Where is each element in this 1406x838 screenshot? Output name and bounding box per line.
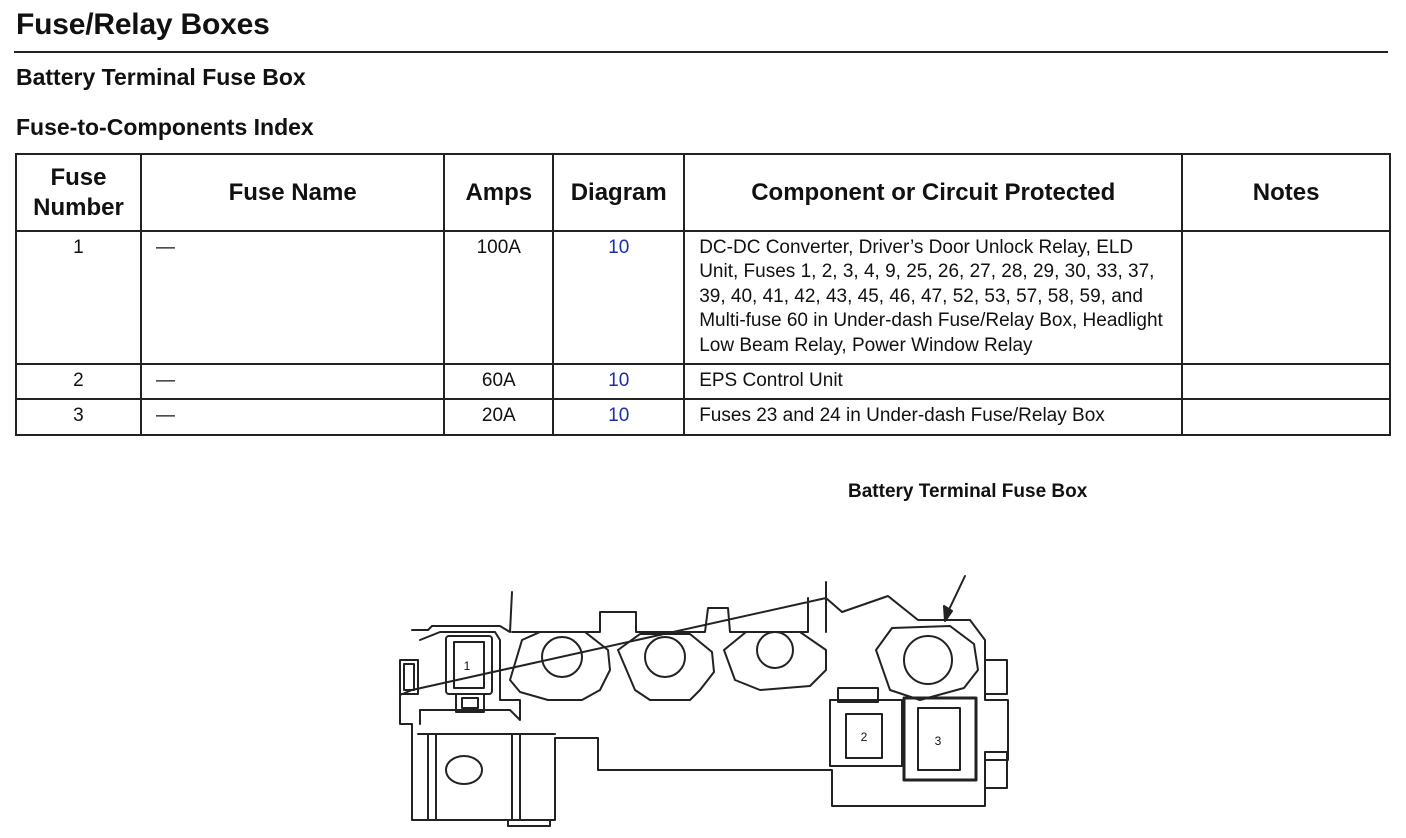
amps-cell: 20A (444, 399, 553, 434)
notes-cell (1182, 231, 1390, 364)
table-header-row (16, 154, 1390, 231)
terminal-posts (510, 626, 978, 700)
pointer-arrow (944, 576, 965, 621)
col-header-component: Component or Circuit Protected (684, 154, 1182, 231)
table-row (16, 399, 1390, 434)
fuse-index-table (15, 153, 1391, 436)
fuse-1-label: 1 (463, 659, 471, 673)
fuse-number-cell: 3 (16, 399, 141, 434)
right-tab-lower (985, 752, 1007, 788)
fuse-number-cell: 1 (16, 231, 141, 364)
col-header-amps: Amps (444, 154, 553, 231)
amps-cell: 100A (444, 231, 553, 364)
fuse-name-cell: — (141, 231, 444, 364)
index-title: Fuse-to-Components Index (16, 114, 314, 140)
section-subtitle: Battery Terminal Fuse Box (16, 64, 306, 90)
diagram-link[interactable]: 10 (553, 399, 684, 434)
diagram-link[interactable]: 10 (553, 231, 684, 364)
left-tab-inner (404, 664, 414, 690)
component-cell: EPS Control Unit (684, 364, 1182, 399)
fuse-3-label: 3 (934, 734, 942, 748)
right-tab (985, 660, 1007, 694)
fuse-2-label: 2 (860, 730, 868, 744)
fuse-2 (830, 688, 902, 766)
housing-outline (400, 582, 1008, 820)
fuse-name-cell: — (141, 364, 444, 399)
table-row (16, 231, 1390, 364)
fuse-number-cell: 2 (16, 364, 141, 399)
title-divider (14, 51, 1388, 53)
component-cell: DC-DC Converter, Driver’s Door Unlock Relay, ELD Unit, Fuses 1, 2, 3, 4, 9, 25, 26, 27, 28, 29, 30, 33, 37, 39, 40, 41, 42, 43, 45, 46, 47, 52, 53, 57, 58, 59, and Multi-fuse 60 in Under-dash Fuse/Relay Box, Headlight Low Beam Relay, Power Window Relay (684, 231, 1182, 364)
component-cell: Fuses 23 and 24 in Under-dash Fuse/Relay Box (684, 399, 1182, 434)
notes-cell (1182, 399, 1390, 434)
lower-terminal-block (428, 734, 550, 826)
amps-cell: 60A (444, 364, 553, 399)
fuse-name-cell: — (141, 399, 444, 434)
col-header-fuse-number: Fuse Number (16, 154, 141, 231)
page-title: Fuse/Relay Boxes (16, 8, 270, 41)
col-header-diagram: Diagram (553, 154, 684, 231)
fuse-3 (904, 698, 976, 780)
fuse-box-diagram (380, 570, 1040, 832)
col-header-notes: Notes (1182, 154, 1390, 231)
housing-inner-line (418, 632, 555, 734)
notes-cell (1182, 364, 1390, 399)
figure-caption: Battery Terminal Fuse Box (848, 481, 1088, 502)
diagram-link[interactable]: 10 (553, 364, 684, 399)
col-header-fuse-name: Fuse Name (141, 154, 444, 231)
table-row (16, 364, 1390, 399)
